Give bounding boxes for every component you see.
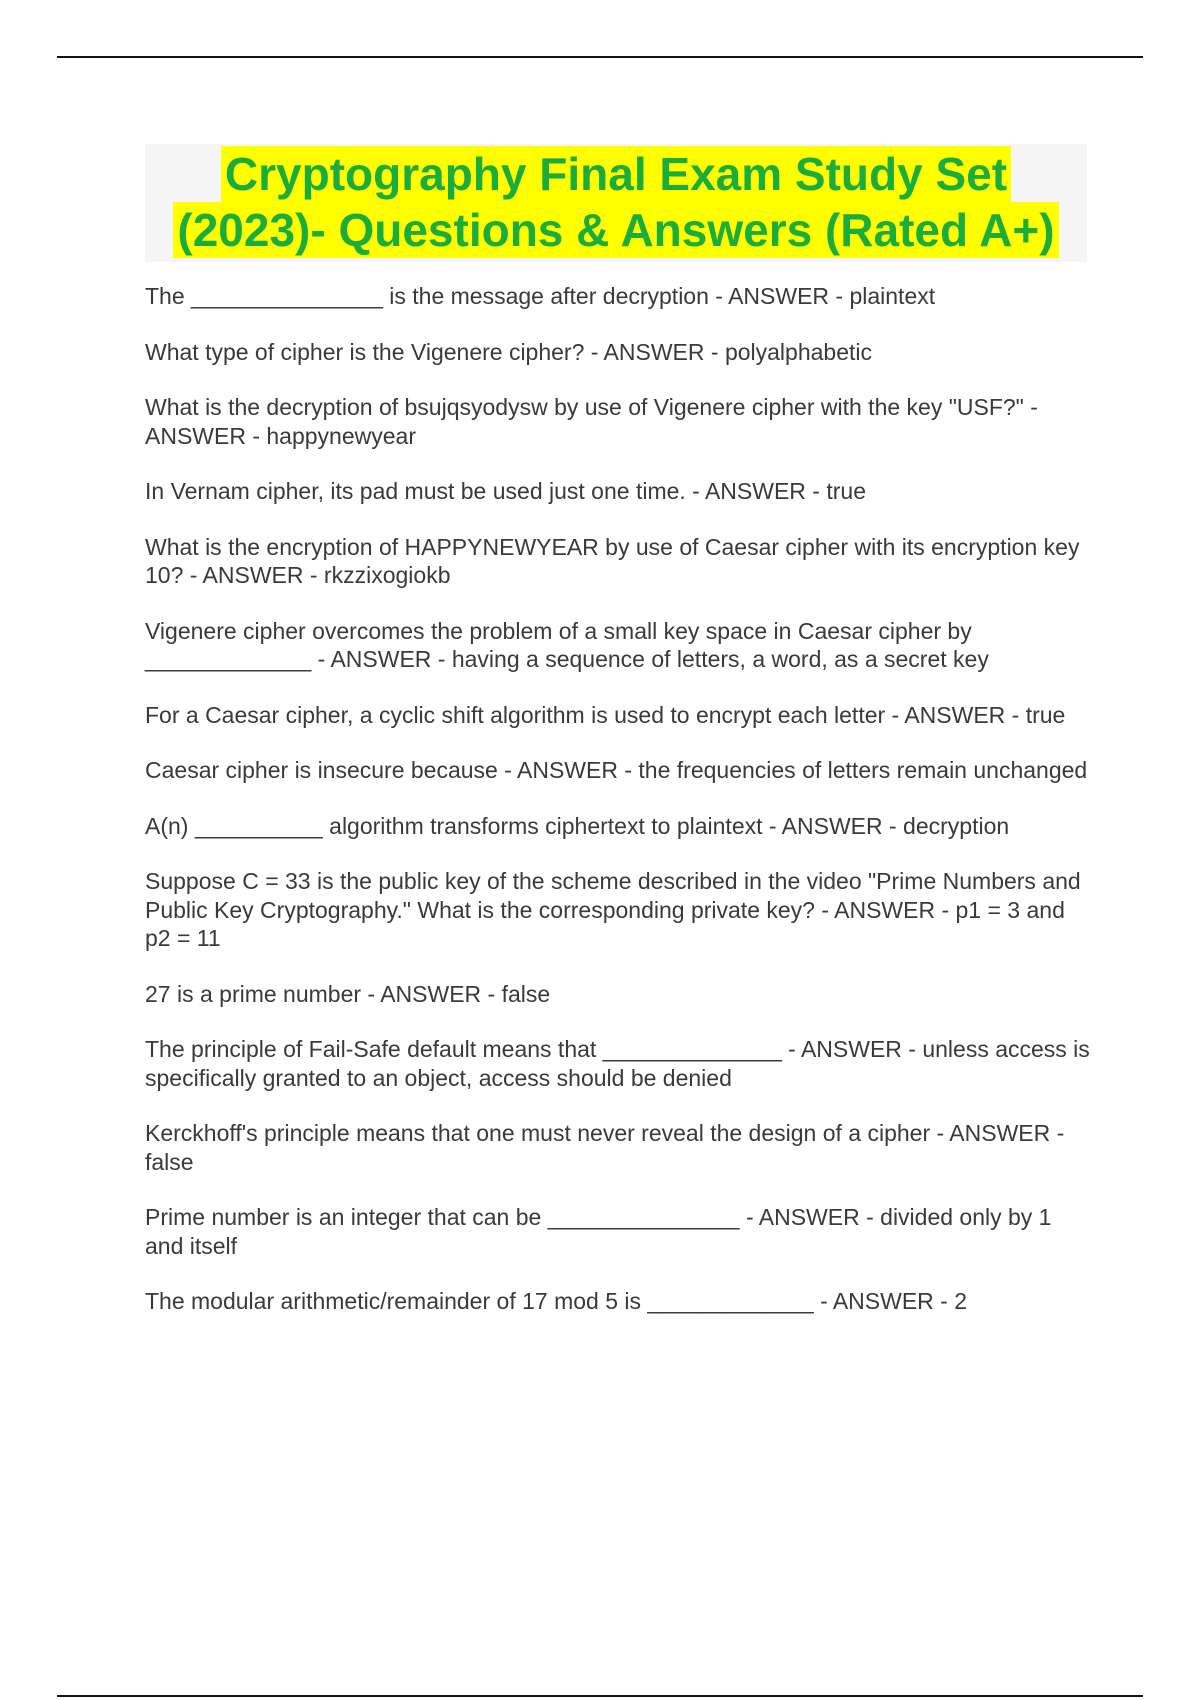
qa-item: What is the encryption of HAPPYNEWYEAR by use of Caesar cipher with its encryption key 10? - ANSWER - rkzzixogiokb <box>145 533 1086 588</box>
title-line-2: (2023)- Questions & Answers (Rated A+) <box>173 202 1058 258</box>
document-title <box>145 144 1087 262</box>
qa-item: The modular arithmetic/remainder of 17 mod 5 is _____________ - ANSWER - 2 <box>145 1288 968 1314</box>
top-rule <box>57 56 1143 58</box>
qa-item: Suppose C = 33 is the public key of the scheme described in the video "Prime Numbers and Public Key Cryptography." What is the corresponding private key? - ANSWER - p1 = 3 and p2 = 11 <box>145 868 1088 951</box>
bottom-rule <box>57 1695 1143 1697</box>
qa-item: The principle of Fail-Safe default means that ______________ - ANSWER - unless access is specifically granted to an object, access should be denied <box>145 1036 1097 1091</box>
qa-item: 27 is a prime number - ANSWER - false <box>145 980 551 1007</box>
qa-item: For a Caesar cipher, a cyclic shift algorithm is used to encrypt each letter - ANSWER - true <box>145 701 1066 728</box>
qa-item: Prime number is an integer that can be _______________ - ANSWER - divided only by 1 and itself <box>145 1204 1058 1259</box>
qa-item: What is the decryption of bsujqsyodysw by use of Vigenere cipher with the key "USF?" - ANSWER - happynewyear <box>145 394 1044 449</box>
qa-item: Kerckhoff's principle means that one must never reveal the design of a cipher - ANSWER - false <box>145 1120 1071 1175</box>
qa-item: Caesar cipher is insecure because - ANSWER - the frequencies of letters remain unchanged <box>145 757 1088 783</box>
title-line-1: Cryptography Final Exam Study Set <box>221 146 1011 202</box>
qa-item: Vigenere cipher overcomes the problem of a small key space in Caesar cipher by _____________ - ANSWER - having a sequence of letters, a word, as a secret key <box>145 617 989 672</box>
qa-item: The _______________ is the message after decryption - ANSWER - plaintext <box>145 283 936 309</box>
qa-list <box>145 282 1095 1343</box>
qa-item: What type of cipher is the Vigenere cipher? - ANSWER - polyalphabetic <box>145 338 872 365</box>
qa-item: A(n) __________ algorithm transforms ciphertext to plaintext - ANSWER - decryption <box>145 812 1010 839</box>
qa-item: In Vernam cipher, its pad must be used just one time. - ANSWER - true <box>145 478 866 504</box>
